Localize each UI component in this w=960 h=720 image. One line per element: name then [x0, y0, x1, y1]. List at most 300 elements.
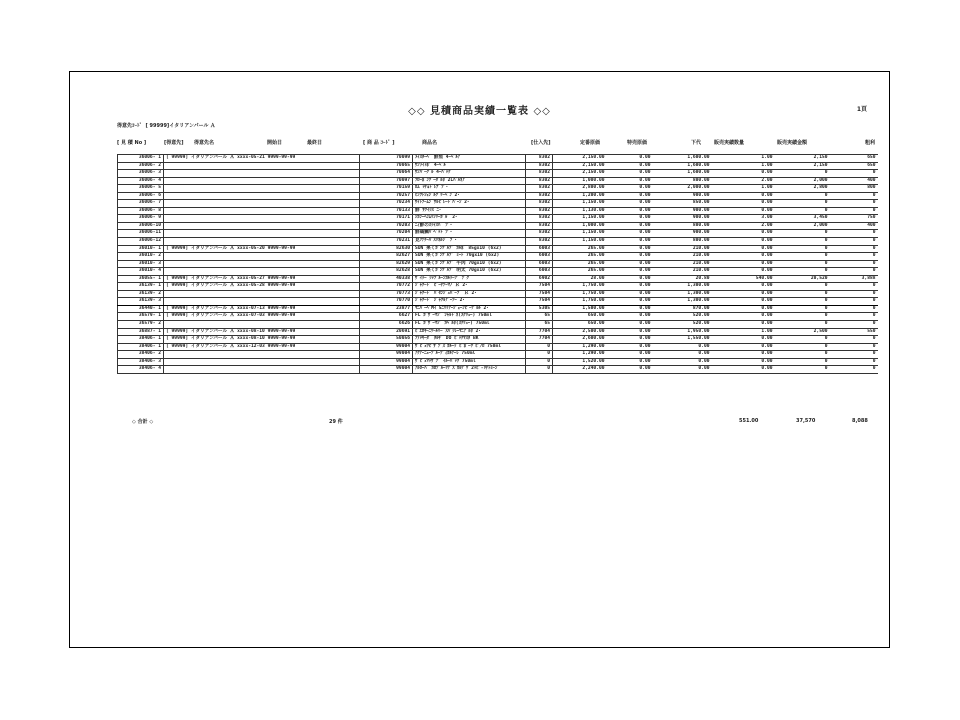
- product-code-cell: 70171: [360, 215, 413, 223]
- retail-price-cell: 1,300.00: [653, 283, 712, 291]
- std-price-cell: 2,500.00: [553, 328, 607, 336]
- gross-profit-cell: 400: [830, 222, 878, 230]
- col-retail-price: 下代: [691, 140, 702, 146]
- gross-profit-cell: 0: [830, 366, 878, 374]
- product-code-cell: 23877: [360, 305, 413, 313]
- supplier-cell: 65: [526, 313, 553, 321]
- special-price-cell: 0.00: [607, 290, 653, 298]
- retail-price-cell: 210.00: [653, 253, 712, 261]
- special-price-cell: 0.00: [607, 321, 653, 329]
- estimate-no-cell: 36139- 1: [118, 283, 164, 291]
- customer-cell: [ 99999] イタリアンパール Ａ xxxx-05-27 9999-99-99: [164, 275, 360, 283]
- product-name-cell: ｻﾝﾊﾟｰｸﾞﾙ 4ｰﾊﾟｯｸ: [413, 170, 526, 178]
- estimate-no-cell: 38406- 1: [118, 343, 164, 351]
- retail-price-cell: 0.00: [653, 358, 712, 366]
- customer-filter-value: [ 99999]イタリアンパール Ａ: [145, 123, 216, 129]
- col-gross-profit: 粗利: [865, 140, 876, 146]
- col-customer-code: [得意先]: [164, 140, 184, 146]
- product-name-cell: ｼｶﾝｰﾍﾝﾑﾘｼﾘｰｶﾞﾙﾞ 2･: [413, 215, 526, 223]
- special-price-cell: 0.00: [607, 215, 653, 223]
- col-sales-amount: 販売実績金額: [777, 140, 808, 146]
- retail-price-cell: 1,600.00: [653, 162, 712, 170]
- sales-qty-cell: 0.00: [712, 283, 775, 291]
- product-name-cell: ﾋﾟｴﾛｷｰﾆﾜｰﾙﾘｰ ｽﾊﾟﾗﾚｰﾏﾆｱﾞﾙﾈ 2･: [413, 328, 526, 336]
- estimate-no-cell: 36006- 9: [118, 215, 164, 223]
- sales-qty-cell: 0.00: [712, 170, 775, 178]
- col-special-price: 特売原価: [627, 140, 648, 146]
- special-price-cell: 0.00: [607, 283, 653, 291]
- supplier-cell: 8302: [526, 155, 553, 163]
- product-code-cell: 99004: [360, 366, 413, 374]
- estimate-no-cell: 36006- 8: [118, 207, 164, 215]
- sales-qty-cell: 0.00: [712, 238, 775, 246]
- col-std-price: 定番原価: [580, 140, 601, 146]
- sales-qty-cell: 0.00: [712, 253, 775, 261]
- gross-profit-cell: 400: [830, 177, 878, 185]
- sales-amount-cell: 0: [775, 290, 830, 298]
- estimate-no-cell: 36010- 3: [118, 260, 164, 268]
- sales-qty-cell: 0.00: [712, 245, 775, 253]
- product-name-cell: SUN 果くｶﾞﾝﾂﾞﾙﾌﾟ ｶﾙﾎﾞ 85gx10 (6x2): [413, 245, 526, 253]
- special-price-cell: 0.00: [607, 170, 653, 178]
- supplier-cell: 8302: [526, 207, 553, 215]
- product-name-cell: ｱﾙﾛｰﾊﾞ ｶﾛﾃﾞﾙｰﾘﾃﾞｽﾞｶﾙﾃﾞﾜ 2ｯﾋﾟ-ﾘﾁﾄﾐｰﾝ: [413, 366, 526, 374]
- page-number: 1頁: [856, 106, 867, 113]
- retail-price-cell: 210.00: [653, 268, 712, 276]
- table-row: [118, 305, 878, 313]
- col-start-date: 開始日: [267, 140, 283, 146]
- special-price-cell: 0.00: [607, 207, 653, 215]
- sales-amount-cell: 2,800: [775, 185, 830, 193]
- special-price-cell: 0.00: [607, 222, 653, 230]
- table-row: [118, 351, 878, 359]
- gross-profit-cell: 750: [830, 215, 878, 223]
- customer-cell: [164, 321, 360, 329]
- supplier-cell: 0: [526, 358, 553, 366]
- estimate-no-cell: 36006-11: [118, 230, 164, 238]
- gross-profit-cell: 0: [830, 230, 878, 238]
- product-code-cell: 82630: [360, 245, 413, 253]
- sales-amount-cell: 0: [775, 305, 830, 313]
- table-row: [118, 177, 878, 185]
- customer-cell: [164, 351, 360, 359]
- sales-amount-cell: 0: [775, 207, 830, 215]
- table-row: [118, 238, 878, 246]
- product-code-cell: 82629: [360, 260, 413, 268]
- customer-cell: [164, 268, 360, 276]
- supplier-cell: 8302: [526, 200, 553, 208]
- product-code-cell: 40338: [360, 275, 413, 283]
- product-code-cell: 6627: [360, 313, 413, 321]
- retail-price-cell: 1,300.00: [653, 290, 712, 298]
- product-code-cell: 70203: [360, 222, 413, 230]
- std-price-cell: 2,150.00: [553, 170, 607, 178]
- gross-profit-cell: 0: [830, 170, 878, 178]
- customer-cell: [164, 185, 360, 193]
- supplier-cell: 0: [526, 366, 553, 374]
- supplier-cell: 7504: [526, 298, 553, 306]
- sales-amount-cell: 2,000: [775, 222, 830, 230]
- sales-amount-cell: 0: [775, 358, 830, 366]
- sales-qty-cell: 0.00: [712, 230, 775, 238]
- table-row: [118, 185, 878, 193]
- supplier-cell: 6902: [526, 275, 553, 283]
- std-price-cell: 1,520.00: [553, 358, 607, 366]
- customer-cell: [164, 253, 360, 261]
- supplier-cell: 5305: [526, 305, 553, 313]
- table-row: [118, 298, 878, 306]
- sales-qty-cell: 0.00: [712, 305, 775, 313]
- std-price-cell: 650.00: [553, 313, 607, 321]
- product-name-cell: ﾆｨ鮮のｽﾗｲｽﾊﾞ ﾌﾞ･: [413, 222, 526, 230]
- sales-qty-cell: 0.00: [712, 336, 775, 344]
- product-code-cell: 99004: [360, 358, 413, 366]
- special-price-cell: 0.00: [607, 238, 653, 246]
- table-row: [118, 245, 878, 253]
- special-price-cell: 0.00: [607, 313, 653, 321]
- sales-amount-cell: 0: [775, 298, 830, 306]
- supplier-cell: 6003: [526, 245, 553, 253]
- estimate-no-cell: 36006- 6: [118, 192, 164, 200]
- product-name-cell: ｼﾞｬｸｰﾄﾞ ｼﾞｬｸﾙｱﾞｰﾃｰ 2･: [413, 298, 526, 306]
- gross-profit-cell: 0: [830, 268, 878, 276]
- retail-price-cell: 0.00: [653, 343, 712, 351]
- col-estimate-no: [ 見 積 No ]: [117, 140, 147, 146]
- special-price-cell: 0.00: [607, 162, 653, 170]
- retail-price-cell: 870.00: [653, 305, 712, 313]
- table-row: [118, 343, 878, 351]
- product-name-cell: ｻｲﾄﾌｰﾑﾝ ｻﾙﾋﾞﾚｰﾄﾞﾊﾟｰﾝ 2･: [413, 200, 526, 208]
- supplier-cell: 6003: [526, 268, 553, 276]
- table-row: [118, 275, 878, 283]
- table-row: [118, 366, 878, 374]
- sales-amount-cell: 0: [775, 260, 830, 268]
- gross-profit-cell: 0: [830, 200, 878, 208]
- customer-cell: [164, 298, 360, 306]
- product-code-cell: 70204: [360, 230, 413, 238]
- supplier-cell: 0: [526, 343, 553, 351]
- sales-amount-cell: 0: [775, 200, 830, 208]
- sales-qty-cell: 0.00: [712, 351, 775, 359]
- retail-price-cell: 0.00: [653, 366, 712, 374]
- std-price-cell: 265.00: [553, 253, 607, 261]
- supplier-cell: 8302: [526, 192, 553, 200]
- product-code-cell: 70773: [360, 290, 413, 298]
- gross-profit-cell: 550: [830, 328, 878, 336]
- product-name-cell: ｼﾞｬｸｰﾄﾞ ﾋﾟｰﾁﾃｰﾏﾉ Ｒ 2･: [413, 283, 526, 291]
- special-price-cell: 0.00: [607, 200, 653, 208]
- customer-cell: [ 99999] イタリアンパール Ａ xxxx-12-03 9999-99-99: [164, 343, 360, 351]
- sales-qty-cell: 3.00: [712, 215, 775, 223]
- sales-qty-cell: 0.00: [712, 260, 775, 268]
- retail-price-cell: 800.00: [653, 222, 712, 230]
- sales-qty-cell: 0.00: [712, 358, 775, 366]
- std-price-cell: 1,150.00: [553, 230, 607, 238]
- sales-amount-cell: 2,150: [775, 162, 830, 170]
- std-price-cell: 1,500.00: [553, 305, 607, 313]
- gross-profit-cell: 0: [830, 283, 878, 291]
- estimate-no-cell: 36010- 4: [118, 268, 164, 276]
- customer-cell: [164, 238, 360, 246]
- customer-cell: [164, 162, 360, 170]
- gross-profit-cell: 800: [830, 185, 878, 193]
- retail-price-cell: 0.00: [653, 351, 712, 359]
- table-row: [118, 192, 878, 200]
- estimate-no-cell: 36139- 3: [118, 298, 164, 306]
- sales-qty-cell: 1.00: [712, 155, 775, 163]
- special-price-cell: 0.00: [607, 328, 653, 336]
- gross-profit-cell: 650: [830, 162, 878, 170]
- product-code-cell: 70772: [360, 283, 413, 291]
- sales-amount-cell: 0: [775, 230, 830, 238]
- retail-price-cell: 900.00: [653, 230, 712, 238]
- std-price-cell: 1,000.00: [553, 177, 607, 185]
- gross-profit-cell: 0: [830, 298, 878, 306]
- customer-cell: [164, 192, 360, 200]
- total-amount: 37,570: [796, 418, 816, 424]
- sales-amount-cell: 0: [775, 268, 830, 276]
- product-code-cell: 70231: [360, 238, 413, 246]
- sales-amount-cell: 3,450: [775, 215, 830, 223]
- sales-amount-cell: 0: [775, 351, 830, 359]
- table-row: [118, 253, 878, 261]
- table-row: [118, 336, 878, 344]
- sales-qty-cell: 0.00: [712, 321, 775, 329]
- product-name-cell: 見ｿﾃﾁｰﾊﾟｽﾘﾈﾙｼﾞ ﾌﾞ･: [413, 238, 526, 246]
- product-name-cell: ﾒｲｽﾀｰﾍﾞ 鮮魚 4ｰﾍﾟﾙｱ: [413, 155, 526, 163]
- retail-price-cell: 210.00: [653, 245, 712, 253]
- sales-amount-cell: 0: [775, 321, 830, 329]
- col-product-name: 商品名: [422, 140, 438, 146]
- supplier-cell: 7504: [526, 283, 553, 291]
- gross-profit-cell: 0: [830, 313, 878, 321]
- retail-price-cell: 520.00: [653, 321, 712, 329]
- product-name-cell: ｻﾞﾋﾞｭﾜﾋﾟｻﾞﾃﾞｽﾞｶﾙｰﾗ ﾋﾞﾎﾞｰﾜﾞﾋﾟﾉﾛ 750ml: [413, 343, 526, 351]
- std-price-cell: 28.00: [553, 275, 607, 283]
- retail-price-cell: 2,000.00: [653, 185, 712, 193]
- estimate-no-cell: 36006-10: [118, 222, 164, 230]
- gross-profit-cell: 0: [830, 343, 878, 351]
- estimate-no-cell: 38406- 1: [118, 336, 164, 344]
- estimate-table: [117, 154, 878, 374]
- supplier-cell: 7704: [526, 328, 553, 336]
- product-name-cell: ﾌｧｯｷｰﾀﾞ ﾀﾙｷﾞ DO ﾋﾟｯｸﾏｽﾀ BK: [413, 336, 526, 344]
- table-row: [118, 170, 878, 178]
- estimate-no-cell: 36010- 1: [118, 245, 164, 253]
- std-price-cell: 1,150.00: [553, 200, 607, 208]
- sales-qty-cell: 0.00: [712, 298, 775, 306]
- supplier-cell: 8302: [526, 222, 553, 230]
- sales-amount-cell: 0: [775, 343, 830, 351]
- std-price-cell: 2,800.00: [553, 185, 607, 193]
- estimate-no-cell: 36887- 1: [118, 328, 164, 336]
- supplier-cell: 8302: [526, 238, 553, 246]
- product-name-cell: SUN 果くｶﾞﾝﾂﾞﾙﾌﾟ 牛肉 70gx10 (6x2): [413, 260, 526, 268]
- special-price-cell: 0.00: [607, 305, 653, 313]
- estimate-no-cell: 38406- 3: [118, 358, 164, 366]
- sales-amount-cell: 20,520: [775, 275, 830, 283]
- std-price-cell: 2,150.00: [553, 162, 607, 170]
- special-price-cell: 0.00: [607, 358, 653, 366]
- table-row: [118, 162, 878, 170]
- estimate-no-cell: 36440- 1: [118, 305, 164, 313]
- product-name-cell: 鮮鶏鯛ﾊﾟﾍﾟｯﾄ ﾌﾞ･: [413, 230, 526, 238]
- gross-profit-cell: 3,888: [830, 275, 878, 283]
- customer-cell: [ 99999] イタリアンパール Ａ xxxx-07-03 9999-99-99: [164, 313, 360, 321]
- supplier-cell: 8302: [526, 230, 553, 238]
- report-sheet: [69, 71, 890, 648]
- product-code-cell: 99004: [360, 343, 413, 351]
- table-row: [118, 283, 878, 291]
- customer-cell: [164, 207, 360, 215]
- retail-price-cell: 1,600.00: [653, 170, 712, 178]
- special-price-cell: 0.00: [607, 336, 653, 344]
- column-header-row: [117, 139, 877, 148]
- gross-profit-cell: 0: [830, 336, 878, 344]
- sales-qty-cell: 1.00: [712, 328, 775, 336]
- retail-price-cell: 520.00: [653, 313, 712, 321]
- product-code-cell: 6626: [360, 321, 413, 329]
- special-price-cell: 0.00: [607, 192, 653, 200]
- product-code-cell: 70257: [360, 192, 413, 200]
- special-price-cell: 0.00: [607, 275, 653, 283]
- customer-cell: [164, 366, 360, 374]
- std-price-cell: 2,150.00: [553, 155, 607, 163]
- gross-profit-cell: 0: [830, 192, 878, 200]
- retail-price-cell: 1,300.00: [653, 298, 712, 306]
- gross-profit-cell: 0: [830, 207, 878, 215]
- customer-cell: [164, 260, 360, 268]
- product-code-cell: 70065: [360, 162, 413, 170]
- special-price-cell: 0.00: [607, 177, 653, 185]
- col-end-date: 最終日: [307, 140, 323, 146]
- retail-price-cell: 800.00: [653, 238, 712, 246]
- product-name-cell: 鮮 ｻｸｲﾗｽ ﾆ･: [413, 207, 526, 215]
- gross-profit-cell: 650: [830, 155, 878, 163]
- table-row: [118, 215, 878, 223]
- table-row: [118, 313, 878, 321]
- sales-qty-cell: 2.00: [712, 177, 775, 185]
- product-name-cell: SUN 果くｶﾞﾝﾂﾞﾙﾌﾟ 明太 70gx10 (6x2): [413, 268, 526, 276]
- supplier-cell: 8302: [526, 177, 553, 185]
- sales-qty-cell: 0.00: [712, 343, 775, 351]
- product-name-cell: ﾋﾝｸﾄｼｪｼﾞﾙｸﾞﾘｰﾍﾞﾝ 2･: [413, 192, 526, 200]
- std-price-cell: 650.00: [553, 321, 607, 329]
- totals-row: [117, 418, 877, 426]
- sales-amount-cell: 0: [775, 245, 830, 253]
- product-name-cell: SUN 果くｶﾞﾝﾂﾞﾙﾌﾟ ﾐｰﾄ 70gx10 (6x2): [413, 253, 526, 261]
- retail-price-cell: 900.00: [653, 207, 712, 215]
- std-price-cell: 1,130.00: [553, 207, 607, 215]
- estimate-no-cell: 38406- 2: [118, 351, 164, 359]
- supplier-cell: 6003: [526, 253, 553, 261]
- gross-profit-cell: 0: [830, 290, 878, 298]
- sales-amount-cell: 2,500: [775, 328, 830, 336]
- estimate-no-cell: 38406- 4: [118, 366, 164, 374]
- customer-filter-label: 得意先ｺｰﾄﾞ: [117, 123, 143, 129]
- retail-price-cell: 850.00: [653, 200, 712, 208]
- std-price-cell: 2,600.00: [553, 336, 607, 344]
- supplier-cell: 8302: [526, 162, 553, 170]
- sales-amount-cell: 0: [775, 313, 830, 321]
- special-price-cell: 0.00: [607, 298, 653, 306]
- retail-price-cell: 1,550.00: [653, 336, 712, 344]
- report-title: ◇◇ 見積商品実績一覧表 ◇◇: [408, 106, 551, 117]
- product-name-cell: ｱｸｱｰﾆｭｰﾃﾞﾙｰﾃﾞｨｶﾙﾃｰﾚ 750ml: [413, 351, 526, 359]
- std-price-cell: 1,290.00: [553, 351, 607, 359]
- customer-cell: [164, 177, 360, 185]
- gross-profit-cell: 0: [830, 260, 878, 268]
- customer-cell: [164, 170, 360, 178]
- product-code-cell: 70133: [360, 207, 413, 215]
- sales-amount-cell: 0: [775, 253, 830, 261]
- special-price-cell: 0.00: [607, 155, 653, 163]
- customer-cell: [164, 215, 360, 223]
- std-price-cell: 265.00: [553, 268, 607, 276]
- special-price-cell: 0.00: [607, 253, 653, 261]
- gross-profit-cell: 0: [830, 253, 878, 261]
- customer-cell: [ 99999] イタリアンパール Ａ xxxx-08-10 9999-99-99: [164, 336, 360, 344]
- sales-qty-cell: 0.00: [712, 366, 775, 374]
- retail-price-cell: 900.00: [653, 192, 712, 200]
- std-price-cell: 1,150.00: [553, 215, 607, 223]
- std-price-cell: 265.00: [553, 245, 607, 253]
- product-code-cell: 82628: [360, 268, 413, 276]
- sales-amount-cell: 0: [775, 366, 830, 374]
- product-code-cell: 70099: [360, 155, 413, 163]
- sales-qty-cell: 0.00: [712, 192, 775, 200]
- product-code-cell: 70234: [360, 200, 413, 208]
- customer-cell: [ 99999] イタリアンパール Ａ xxxx-05-21 9999-99-99: [164, 155, 360, 163]
- customer-cell: [164, 222, 360, 230]
- special-price-cell: 0.00: [607, 366, 653, 374]
- col-product-code: [ 商 品 ｺｰﾄﾞ ]: [363, 140, 395, 146]
- std-price-cell: 1,200.00: [553, 192, 607, 200]
- table-row: [118, 222, 878, 230]
- customer-cell: [ 99999] イタリアンパール Ａ xxxx-08-10 9999-99-99: [164, 328, 360, 336]
- std-price-cell: 1,290.00: [553, 343, 607, 351]
- customer-cell: [164, 358, 360, 366]
- col-supplier: [仕入先]: [531, 140, 551, 146]
- sales-qty-cell: 2.00: [712, 222, 775, 230]
- product-name-cell: ﾌﾛｰﾎﾞﾝｸﾞｰﾀﾞﾙﾈ 2Lﾊﾟﾙﾈｱ: [413, 177, 526, 185]
- retail-price-cell: 210.00: [653, 260, 712, 268]
- table-row: [118, 260, 878, 268]
- estimate-no-cell: 36579- 1: [118, 313, 164, 321]
- table-body: [118, 155, 878, 374]
- table-row: [118, 290, 878, 298]
- product-name-cell: ｻﾝﾗｲﾄﾎﾟ 4ｰﾍﾟﾙ: [413, 162, 526, 170]
- product-code-cell: 82627: [360, 253, 413, 261]
- table-row: [118, 200, 878, 208]
- std-price-cell: 1,000.00: [553, 222, 607, 230]
- product-name-cell: FL ｶﾞｻﾞｰﾏｼﾞ ｶﾍﾞﾙﾈ(ｽｸﾘｭｰ) 750ml: [413, 321, 526, 329]
- supplier-cell: 7504: [526, 290, 553, 298]
- sales-qty-cell: 0.00: [712, 268, 775, 276]
- total-count: 29 件: [329, 419, 343, 425]
- customer-cell: [164, 290, 360, 298]
- special-price-cell: 0.00: [607, 260, 653, 268]
- supplier-cell: 0: [526, 351, 553, 359]
- estimate-no-cell: 36010- 2: [118, 253, 164, 261]
- sales-amount-cell: 0: [775, 192, 830, 200]
- product-name-cell: ｼﾞｬｸｰﾄﾞ ﾊﾟｾﾝｼﾞｭﾊﾟｰﾌﾞ Ｒ 2･: [413, 290, 526, 298]
- col-customer-name: 得意先名: [194, 140, 215, 146]
- sales-qty-cell: 0.00: [712, 313, 775, 321]
- product-code-cell: 70770: [360, 298, 413, 306]
- gross-profit-cell: 0: [830, 245, 878, 253]
- special-price-cell: 0.00: [607, 351, 653, 359]
